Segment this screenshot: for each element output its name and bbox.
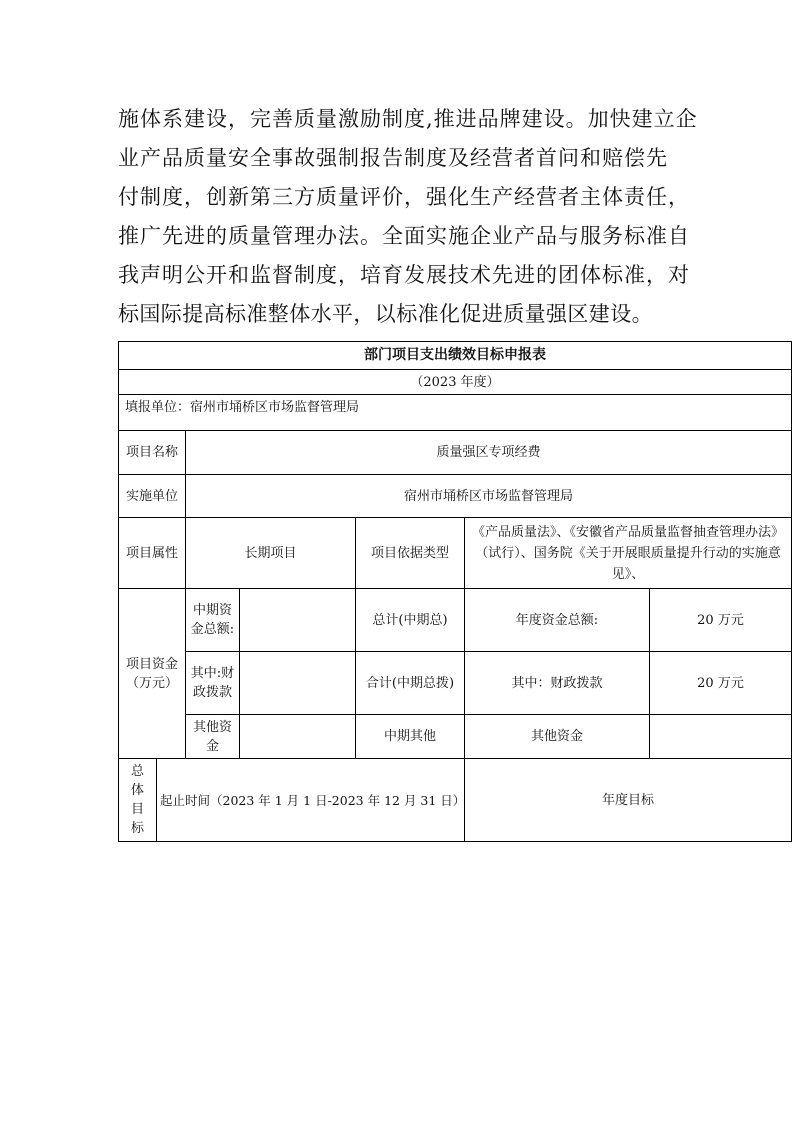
paragraph-line: 我声明公开和监督制度，培育发展技术先进的团体标准，对 — [118, 263, 690, 287]
project-name-value: 质量强区专项经费 — [436, 445, 541, 460]
table-title: 部门项目支出绩效目标申报表 — [364, 347, 546, 363]
attr-label: 项目属性 — [119, 518, 186, 588]
fund-subrows — [186, 589, 791, 759]
project-name-row — [119, 431, 791, 475]
table-title-row — [119, 342, 791, 370]
fund-row-label: 其中:财政拨款 — [186, 652, 240, 714]
filler-unit: 填报单位：宿州市埇桥区市场监督管理局 — [125, 400, 360, 415]
fund-row-mid: 总计(中期总) — [356, 589, 465, 651]
fund-row-annual-value — [650, 715, 791, 758]
fund-label: 项目资金（万元） — [119, 589, 186, 758]
fund-row-annual-label: 其他资金 — [465, 715, 650, 758]
paragraph-line: 推广先进的质量管理办法。全面实施企业产品与服务标准自 — [118, 224, 690, 248]
attr-value: 长期项目 — [186, 518, 356, 588]
fund-row-annual-label: 其中：财政拨款 — [465, 652, 650, 714]
project-name-label: 项目名称 — [119, 431, 186, 474]
attribute-row — [119, 518, 791, 589]
fund-row-empty — [240, 589, 356, 651]
fund-row-empty — [240, 652, 356, 714]
performance-goal-table — [118, 341, 792, 842]
fund-row-label: 其他资金 — [186, 715, 240, 758]
fund-row-empty — [240, 715, 356, 758]
basis-type-label: 项目依据类型 — [356, 518, 465, 588]
body-paragraph — [118, 100, 698, 334]
basis-value: 《产品质量法》、《安徽省产品质量监督抽查管理办法》（试行）、国务院《关于开展眼质量提升行动的实施意见》、 — [471, 524, 784, 582]
fund-row-annual-value: 20 万元 — [697, 612, 744, 628]
goal-period: 起止时间（2023 年 1 月 1 日-2023 年 12 月 31 日） — [157, 759, 465, 841]
paragraph-line: 业产品质量安全事故强制报告制度及经营者首问和赔偿先 — [118, 146, 668, 170]
table-year: （2023 年度） — [410, 374, 500, 390]
impl-unit-row — [119, 475, 791, 518]
fund-row — [186, 652, 791, 715]
impl-unit-value: 宿州市埇桥区市场监督管理局 — [403, 488, 573, 504]
paragraph-line: 施体系建设，完善质量激励制度,推进品牌建设。加快建立企 — [118, 107, 698, 131]
fund-block — [119, 589, 791, 759]
fund-row-mid: 中期其他 — [356, 715, 465, 758]
filler-row — [119, 395, 791, 431]
paragraph-line: 付制度，创新第三方质量评价，强化生产经营者主体责任， — [118, 185, 690, 209]
paragraph-line: 标国际提高标准整体水平，以标准化促进质量强区建设。 — [118, 302, 653, 326]
annual-goal: 年度目标 — [601, 792, 654, 808]
fund-row-mid: 合计(中期总拨) — [356, 652, 465, 714]
goal-label: 总体目标 — [119, 759, 157, 841]
fund-row-label: 中期资金总额: — [186, 589, 240, 651]
impl-unit-label: 实施单位 — [119, 475, 186, 517]
fund-row-annual-value: 20 万元 — [697, 675, 744, 691]
table-year-row — [119, 370, 791, 395]
fund-row-annual-label: 年度资金总额: — [465, 589, 650, 651]
fund-row — [186, 715, 791, 758]
goal-row — [119, 759, 791, 841]
fund-row — [186, 589, 791, 652]
